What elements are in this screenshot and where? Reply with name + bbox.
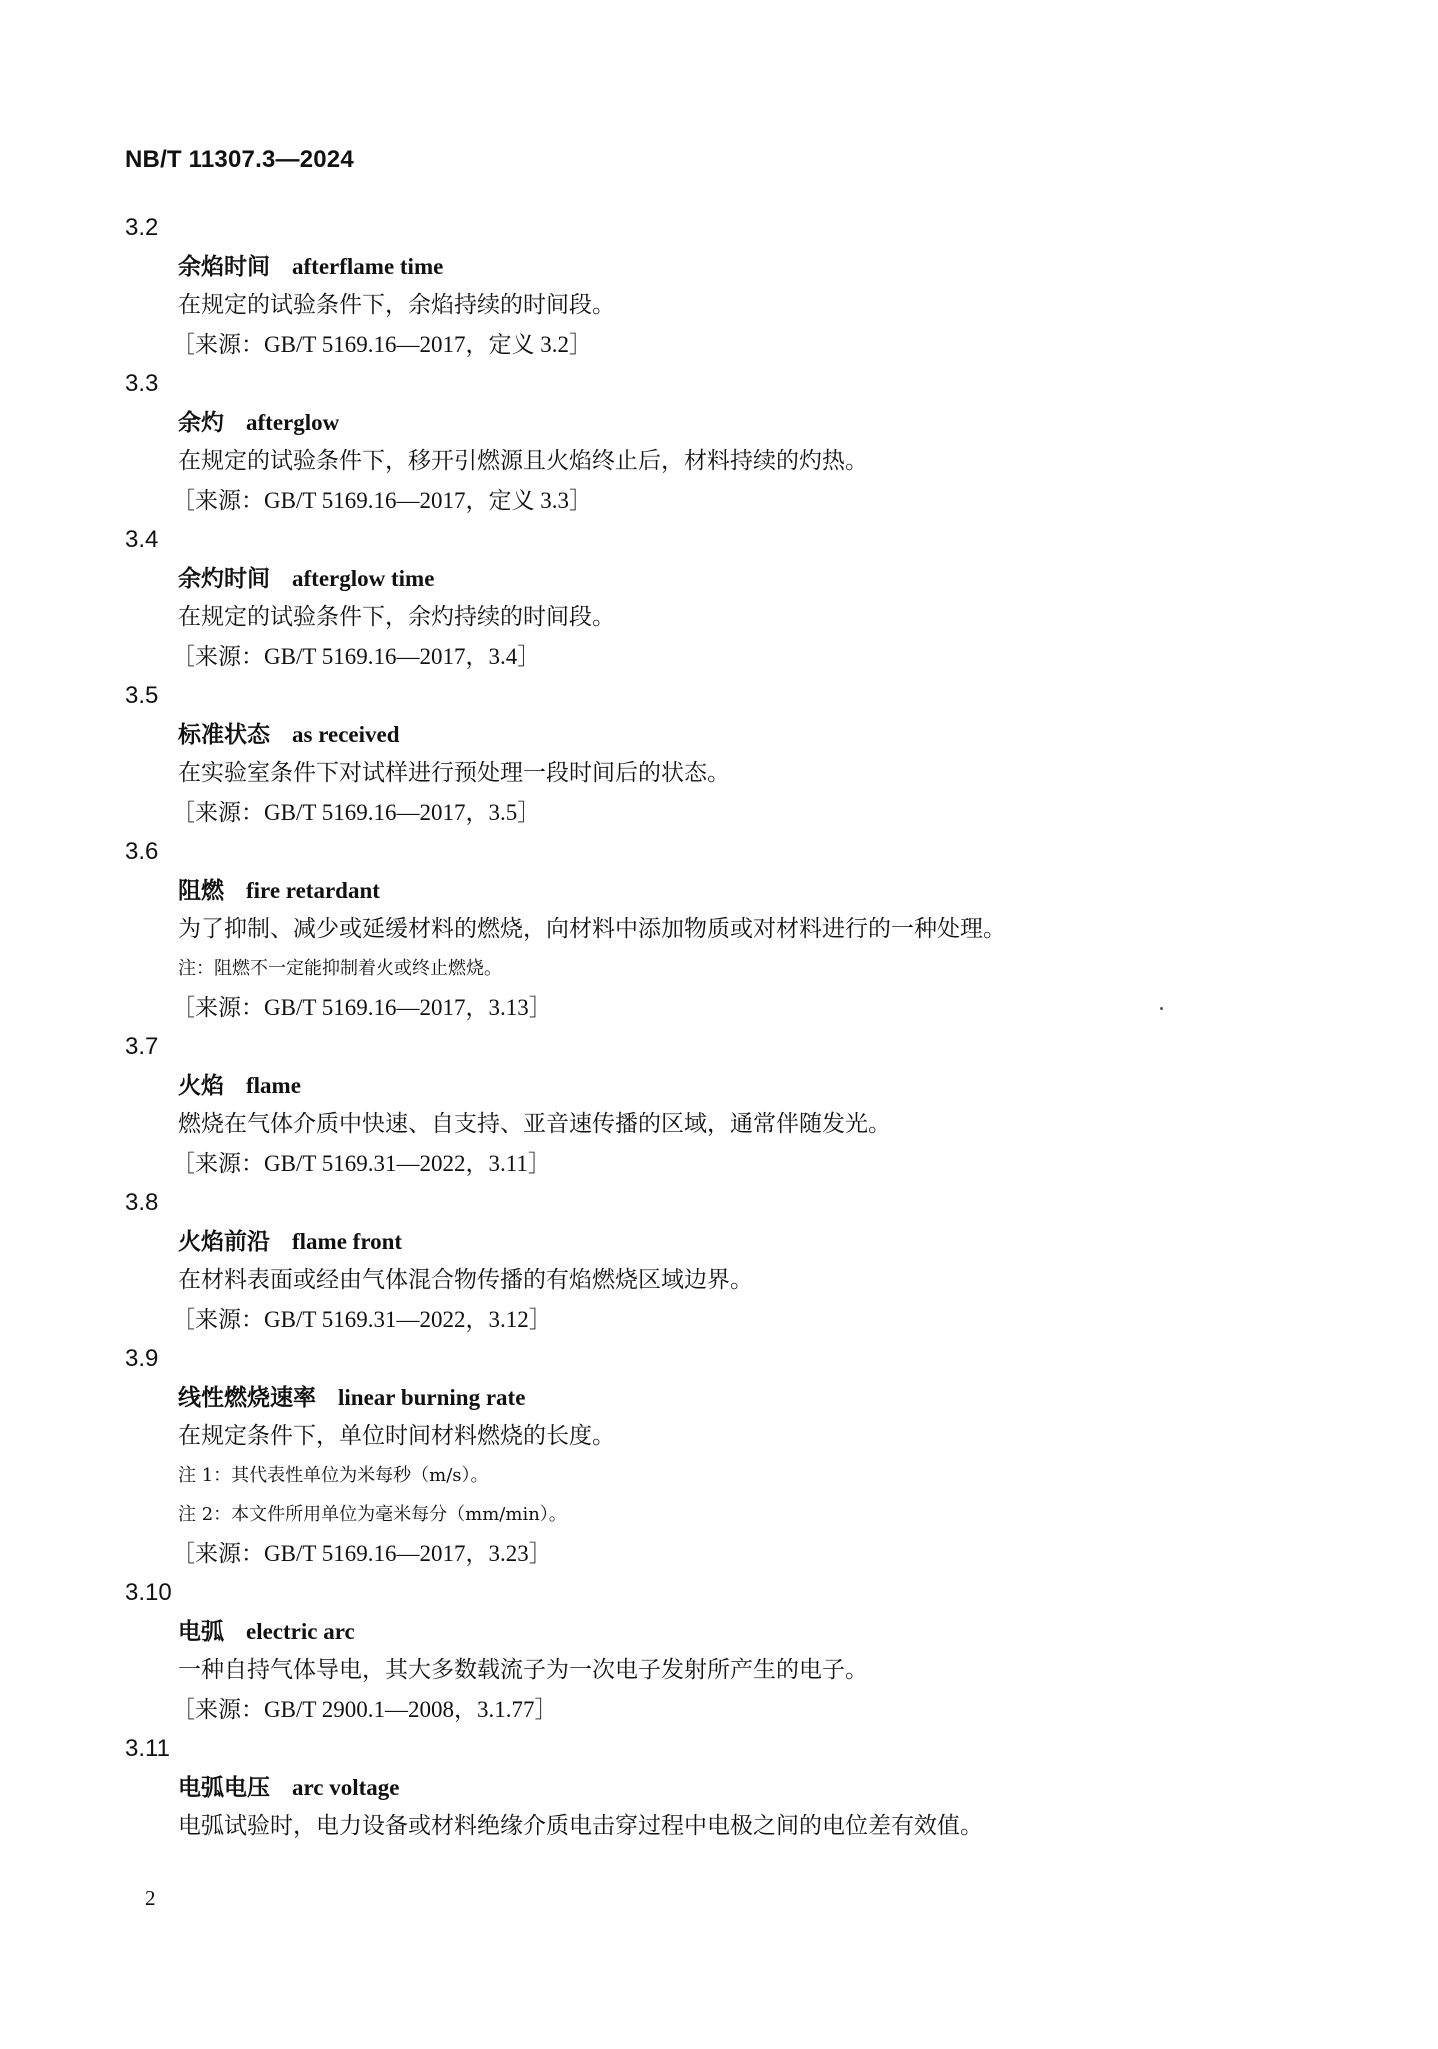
entry-source: ［来源：GB/T 5169.31—2022，3.12］ <box>172 1307 552 1332</box>
entry-definition: 在规定条件下，单位时间材料燃烧的长度。 <box>178 1423 615 1449</box>
entry-number: 3.8 <box>125 1189 159 1216</box>
term-entries <box>0 208 1438 1846</box>
entry-number: 3.6 <box>125 838 159 865</box>
entry-note: 注：阻燃不一定能抑制着火或终止燃烧。 <box>178 958 502 979</box>
entry-number: 3.2 <box>125 214 159 241</box>
entry-number: 3.11 <box>125 1735 170 1762</box>
term-chinese: 余灼 <box>178 410 224 436</box>
term-entry <box>0 1027 1438 1183</box>
entry-term <box>178 715 1438 754</box>
entry-number: 3.7 <box>125 1033 159 1060</box>
term-entry <box>0 1339 1438 1573</box>
term-chinese: 火焰前沿 <box>178 1229 270 1255</box>
term-entry <box>0 1729 1438 1846</box>
entry-definition: 电弧试验时，电力设备或材料绝缘介质电击穿过程中电极之间的电位差有效值。 <box>178 1813 983 1839</box>
entry-number: 3.4 <box>125 526 159 553</box>
term-english: afterglow time <box>292 566 435 591</box>
entry-definition: 在规定的试验条件下，移开引燃源且火焰终止后，材料持续的灼热。 <box>178 448 868 474</box>
term-entry <box>0 676 1438 832</box>
term-chinese: 电弧电压 <box>178 1775 270 1801</box>
entry-source: ［来源：GB/T 2900.1—2008，3.1.77］ <box>172 1697 558 1722</box>
entry-definition: 在材料表面或经由气体混合物传播的有焰燃烧区域边界。 <box>178 1267 753 1293</box>
term-english: fire retardant <box>246 878 380 903</box>
term-chinese: 电弧 <box>178 1619 224 1645</box>
term-chinese: 余灼时间 <box>178 566 270 592</box>
term-english: arc voltage <box>292 1775 400 1800</box>
term-chinese: 线性燃烧速率 <box>178 1385 316 1411</box>
term-chinese: 余焰时间 <box>178 254 270 280</box>
entry-definition: 在规定的试验条件下，余焰持续的时间段。 <box>178 292 615 318</box>
entry-source: ［来源：GB/T 5169.16—2017，3.23］ <box>172 1541 552 1566</box>
entry-definition: 在实验室条件下对试样进行预处理一段时间后的状态。 <box>178 760 730 786</box>
entry-term <box>178 403 1438 442</box>
entry-source: ［来源：GB/T 5169.16—2017，3.5］ <box>172 800 541 825</box>
page-number: 2 <box>145 1886 156 1910</box>
term-english: flame front <box>292 1229 403 1254</box>
entry-note: 注 1：其代表性单位为米每秒（m/s）。 <box>178 1465 489 1486</box>
term-chinese: 火焰 <box>178 1073 224 1099</box>
term-entry <box>0 364 1438 520</box>
entry-number: 3.10 <box>125 1579 172 1606</box>
term-entry <box>0 520 1438 676</box>
entry-number: 3.9 <box>125 1345 159 1372</box>
scan-speck <box>1160 1007 1163 1010</box>
entry-definition: 为了抑制、减少或延缓材料的燃烧，向材料中添加物质或对材料进行的一种处理。 <box>178 916 1006 942</box>
term-entry <box>0 208 1438 364</box>
entry-number: 3.5 <box>125 682 159 709</box>
term-english: afterglow <box>246 410 340 435</box>
entry-term <box>178 559 1438 598</box>
entry-source: ［来源：GB/T 5169.16—2017，3.4］ <box>172 644 541 669</box>
term-entry <box>0 1183 1438 1339</box>
entry-source: ［来源：GB/T 5169.16—2017，定义 3.2］ <box>172 332 592 357</box>
term-english: afterflame time <box>292 254 444 279</box>
entry-definition: 一种自持气体导电，其大多数载流子为一次电子发射所产生的电子。 <box>178 1657 868 1683</box>
entry-term <box>178 1612 1438 1651</box>
entry-source: ［来源：GB/T 5169.16—2017，3.13］ <box>172 995 552 1020</box>
entry-term <box>178 871 1438 910</box>
entry-term <box>178 1768 1438 1807</box>
entry-term <box>178 1222 1438 1261</box>
entry-number: 3.3 <box>125 370 159 397</box>
entry-source: ［来源：GB/T 5169.31—2022，3.11］ <box>172 1151 551 1176</box>
entry-term <box>178 1378 1438 1417</box>
entry-definition: 在规定的试验条件下，余灼持续的时间段。 <box>178 604 615 630</box>
entry-definition: 燃烧在气体介质中快速、自支持、亚音速传播的区域，通常伴随发光。 <box>178 1111 891 1137</box>
term-english: flame <box>246 1073 301 1098</box>
term-english: linear burning rate <box>338 1385 526 1410</box>
entry-source: ［来源：GB/T 5169.16—2017，定义 3.3］ <box>172 488 592 513</box>
term-chinese: 标准状态 <box>178 722 270 748</box>
term-english: electric arc <box>246 1619 355 1644</box>
entry-term <box>178 247 1438 286</box>
entry-term <box>178 1066 1438 1105</box>
term-english: as received <box>292 722 400 747</box>
term-entry <box>0 1573 1438 1729</box>
term-chinese: 阻燃 <box>178 878 224 904</box>
entry-note: 注 2：本文件所用单位为毫米每分（mm/min）。 <box>178 1504 567 1525</box>
standard-code-header: NB/T 11307.3—2024 <box>125 146 354 173</box>
term-entry <box>0 832 1438 1027</box>
